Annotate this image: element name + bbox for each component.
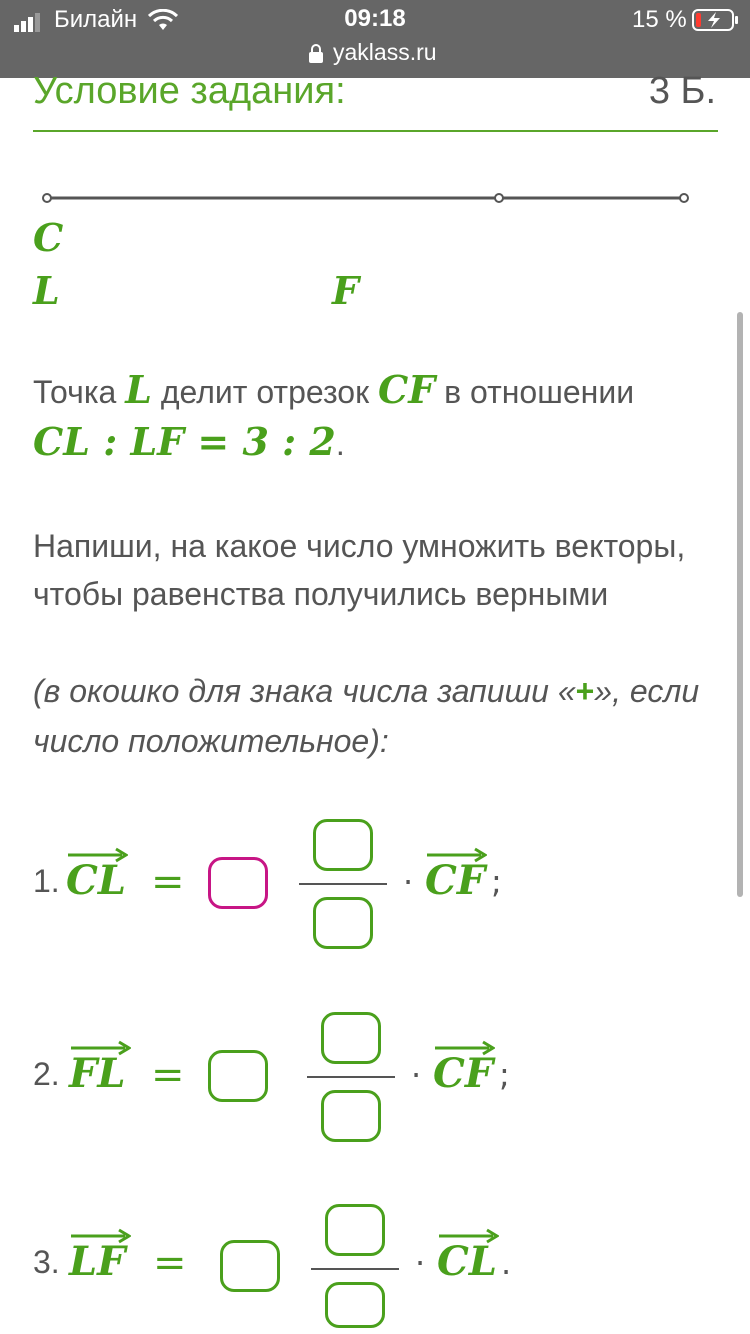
equals-sign: = bbox=[151, 1052, 185, 1098]
point-label-f: F bbox=[332, 268, 359, 313]
vector-arrow bbox=[66, 847, 128, 863]
vector-right bbox=[433, 1050, 493, 1097]
address-bar-url[interactable]: yaklass.ru bbox=[333, 39, 437, 65]
point-c-marker bbox=[43, 194, 51, 202]
multiply-dot: · bbox=[411, 1056, 422, 1094]
vector-right bbox=[425, 857, 485, 904]
vector-left bbox=[66, 857, 126, 904]
segment-name: CF bbox=[377, 367, 436, 412]
point-l-marker bbox=[495, 194, 503, 202]
battery-charging-icon bbox=[692, 9, 738, 31]
equals-sign: = bbox=[151, 859, 185, 905]
vector-arrow bbox=[437, 1228, 499, 1244]
multiply-dot: · bbox=[415, 1244, 426, 1282]
note-text: (в окошко для знака числа запиши « bbox=[33, 673, 576, 709]
vector-arrow bbox=[425, 847, 487, 863]
battery-percentage: 15 % bbox=[632, 6, 687, 33]
plus-sign: + bbox=[575, 673, 595, 709]
statement-text: в отношении bbox=[435, 374, 635, 410]
segment-line bbox=[0, 180, 750, 220]
ratio-expression: CL : LF = 3 : 2 bbox=[33, 419, 336, 464]
equation-number: 3. bbox=[33, 1244, 60, 1280]
vector-arrow bbox=[69, 1040, 131, 1056]
sign-input-box[interactable] bbox=[220, 1240, 280, 1292]
vector-name: LF bbox=[69, 1238, 126, 1285]
vector-name: CL bbox=[66, 857, 126, 904]
vector-arrow bbox=[69, 1228, 131, 1244]
denominator-input-box[interactable] bbox=[313, 897, 373, 949]
vector-name: CF bbox=[433, 1050, 494, 1097]
numerator-input-box[interactable] bbox=[325, 1204, 385, 1256]
statement-text: Точка bbox=[33, 374, 126, 410]
equation-number: 1. bbox=[33, 863, 60, 899]
vector-left bbox=[69, 1238, 126, 1285]
equation-punctuation: ; bbox=[491, 863, 502, 901]
numerator-input-box[interactable] bbox=[321, 1012, 381, 1064]
numerator-input-box[interactable] bbox=[313, 819, 373, 871]
equation-2 bbox=[33, 1008, 733, 1148]
statement-text: делит отрезок bbox=[151, 374, 378, 410]
sign-input-box[interactable] bbox=[208, 857, 268, 909]
denominator-input-box[interactable] bbox=[321, 1090, 381, 1142]
task-points: 3 Б. bbox=[648, 70, 716, 112]
task-header bbox=[33, 60, 718, 132]
page-scrollbar[interactable] bbox=[737, 312, 743, 897]
point-label-c: C bbox=[33, 215, 64, 260]
vector-name: CL bbox=[437, 1238, 497, 1285]
instruction-line: Напиши, на какое число умножить векторы, bbox=[33, 528, 686, 564]
sign-input-box[interactable] bbox=[208, 1050, 268, 1102]
vector-arrow bbox=[433, 1040, 495, 1056]
fraction-line bbox=[299, 883, 387, 885]
point-f-marker bbox=[680, 194, 688, 202]
statement-paragraph bbox=[33, 366, 723, 468]
clock: 09:18 bbox=[344, 5, 406, 32]
note-text: число положительное): bbox=[33, 723, 389, 759]
multiply-dot: · bbox=[403, 863, 414, 901]
equation-punctuation: . bbox=[501, 1244, 512, 1282]
equals-sign: = bbox=[153, 1240, 187, 1286]
equation-number: 2. bbox=[33, 1056, 60, 1092]
equation-punctuation: ; bbox=[499, 1056, 510, 1094]
instruction-paragraph bbox=[33, 522, 685, 618]
denominator-input-box[interactable] bbox=[325, 1282, 385, 1328]
note-text: », если bbox=[594, 673, 700, 709]
fraction-line bbox=[311, 1268, 399, 1270]
carrier-name: Билайн bbox=[54, 6, 138, 33]
vector-name: FL bbox=[69, 1050, 126, 1097]
vector-left bbox=[69, 1050, 126, 1097]
instruction-line: чтобы равенства получились верными bbox=[33, 576, 609, 612]
vector-right bbox=[437, 1238, 497, 1285]
task-title: Условие задания: bbox=[33, 70, 346, 112]
point-name: L bbox=[125, 367, 152, 412]
point-label-l: L bbox=[33, 268, 60, 313]
vector-name: CF bbox=[425, 857, 486, 904]
sign-note bbox=[33, 666, 699, 766]
equation-3 bbox=[33, 1192, 733, 1332]
equation-1 bbox=[33, 815, 733, 955]
fraction-line bbox=[307, 1076, 395, 1078]
segment-diagram bbox=[0, 180, 750, 320]
statement-text: . bbox=[335, 426, 345, 462]
